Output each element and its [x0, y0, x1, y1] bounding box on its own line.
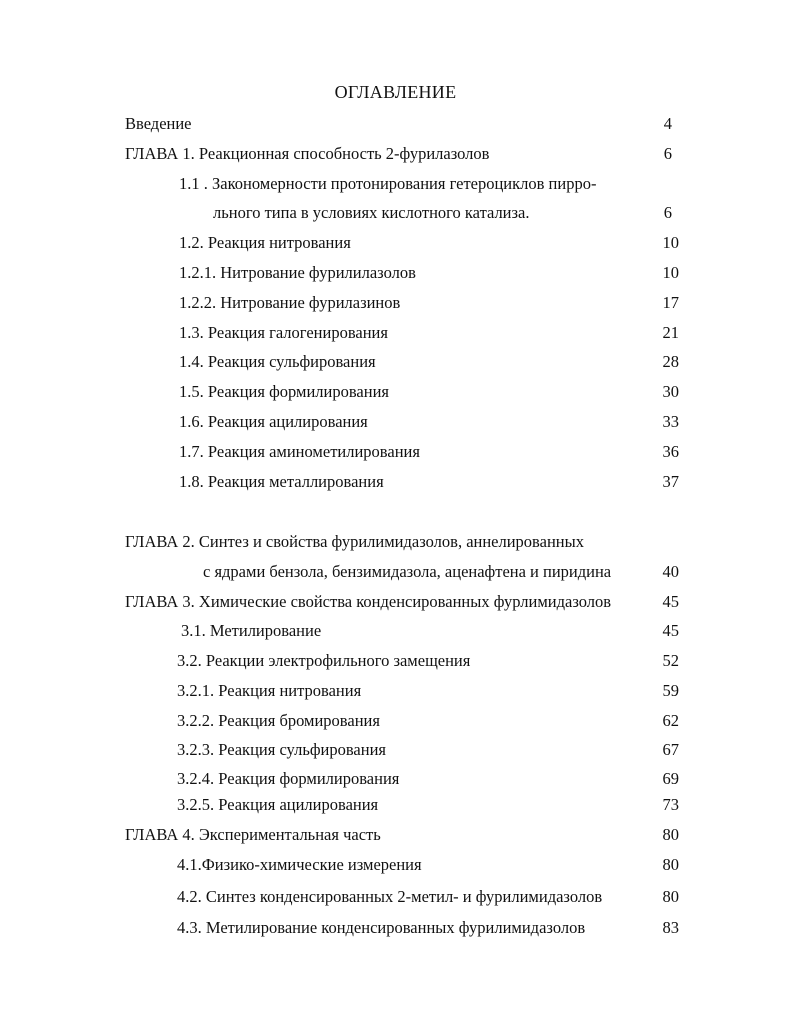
toc-entry-text: 1.6. Реакция ацилирования [179, 412, 368, 431]
toc-entry-page: 45 [662, 621, 679, 640]
toc-entry-text: 1.2.1. Нитрование фурилилазолов [179, 263, 416, 282]
toc-entry-page: 6 [663, 144, 672, 163]
toc-title: ОГЛАВЛЕНИЕ [334, 82, 457, 102]
toc-entry-text: 3.2.2. Реакция бромирования [177, 711, 380, 730]
toc-entry-page: 73 [662, 795, 679, 814]
toc-entry-text: с ядрами бензола, бензимидазола, аценафтена и пиридина [203, 562, 612, 581]
toc-entry-page: 52 [662, 651, 679, 670]
toc-entry-text: ГЛАВА 3. Химические свойства конденсированных фурлимидазолов [125, 592, 612, 611]
toc-entry-page: 10 [662, 263, 679, 282]
toc-entry-text: 3.2.1. Реакция нитрования [177, 681, 362, 700]
toc-entry-text: 1.4. Реакция сульфирования [179, 352, 376, 371]
toc-entry-page: 80 [662, 855, 679, 874]
toc-entry-page: 28 [662, 352, 679, 371]
toc-entry-text: 1.5. Реакция формилирования [179, 382, 389, 401]
toc-entry-page: 21 [662, 323, 679, 342]
toc-entry-text: 1.7. Реакция аминометилирования [179, 442, 420, 461]
toc-entry-page: 69 [662, 769, 679, 788]
toc-entry-page: 33 [662, 412, 679, 431]
toc-entry-page: 62 [662, 711, 679, 730]
toc-entry-text: 3.2.5. Реакция ацилирования [177, 795, 379, 814]
toc-entry-text: льного типа в условиях кислотного катализа. [213, 203, 530, 222]
toc-entry-text: 1.2.2. Нитрование фурилазинов [179, 293, 401, 312]
toc-entry-text: 1.3. Реакция галогенирования [179, 323, 388, 342]
toc-entry-page: 36 [662, 442, 679, 461]
toc-entry-page: 80 [662, 825, 679, 844]
toc-entry-page: 17 [662, 293, 679, 312]
toc-entry-text: ГЛАВА 2. Синтез и свойства фурилимидазолов, аннелированных [125, 532, 584, 551]
toc-entry-text: 4.2. Синтез конденсированных 2-метил- и фурилимидазолов [177, 887, 603, 906]
toc-entry-page: 40 [662, 562, 679, 581]
toc-entry-page: 4 [663, 114, 672, 133]
toc-entry-text: 1.8. Реакция металлирования [179, 472, 384, 491]
toc-entry-page: 10 [662, 233, 679, 252]
toc-entry-text: 4.1.Физико-химические измерения [177, 855, 422, 874]
toc-entry-page: 83 [662, 918, 679, 937]
toc-entry-page: 80 [662, 887, 679, 906]
toc-entry-page: 45 [662, 592, 679, 611]
toc-entry-text: Введение [125, 114, 192, 133]
toc-entry-page: 59 [662, 681, 679, 700]
toc-entry-text: 4.3. Метилирование конденсированных фурилимидазолов [177, 918, 586, 937]
toc-entry-text: 3.2.4. Реакция формилирования [177, 769, 400, 788]
toc-entry-text: ГЛАВА 4. Экспериментальная часть [125, 825, 381, 844]
toc-entry-text: 1.1 . Закономерности протонирования гетероциклов пирро- [179, 174, 597, 193]
toc-entry-page: 67 [662, 740, 679, 759]
toc-entry-text: 1.2. Реакция нитрования [179, 233, 351, 252]
toc-entry-text: 3.2. Реакции электрофильного замещения [177, 651, 471, 670]
toc-entry-page: 6 [663, 203, 672, 222]
toc-entry-page: 30 [662, 382, 679, 401]
toc-entry-text: 3.1. Метилирование [181, 621, 322, 640]
toc-entry-page: 37 [662, 472, 679, 491]
toc-entry-text: 3.2.3. Реакция сульфирования [177, 740, 387, 759]
toc-entry-text: ГЛАВА 1. Реакционная способность 2-фурилазолов [125, 144, 490, 163]
